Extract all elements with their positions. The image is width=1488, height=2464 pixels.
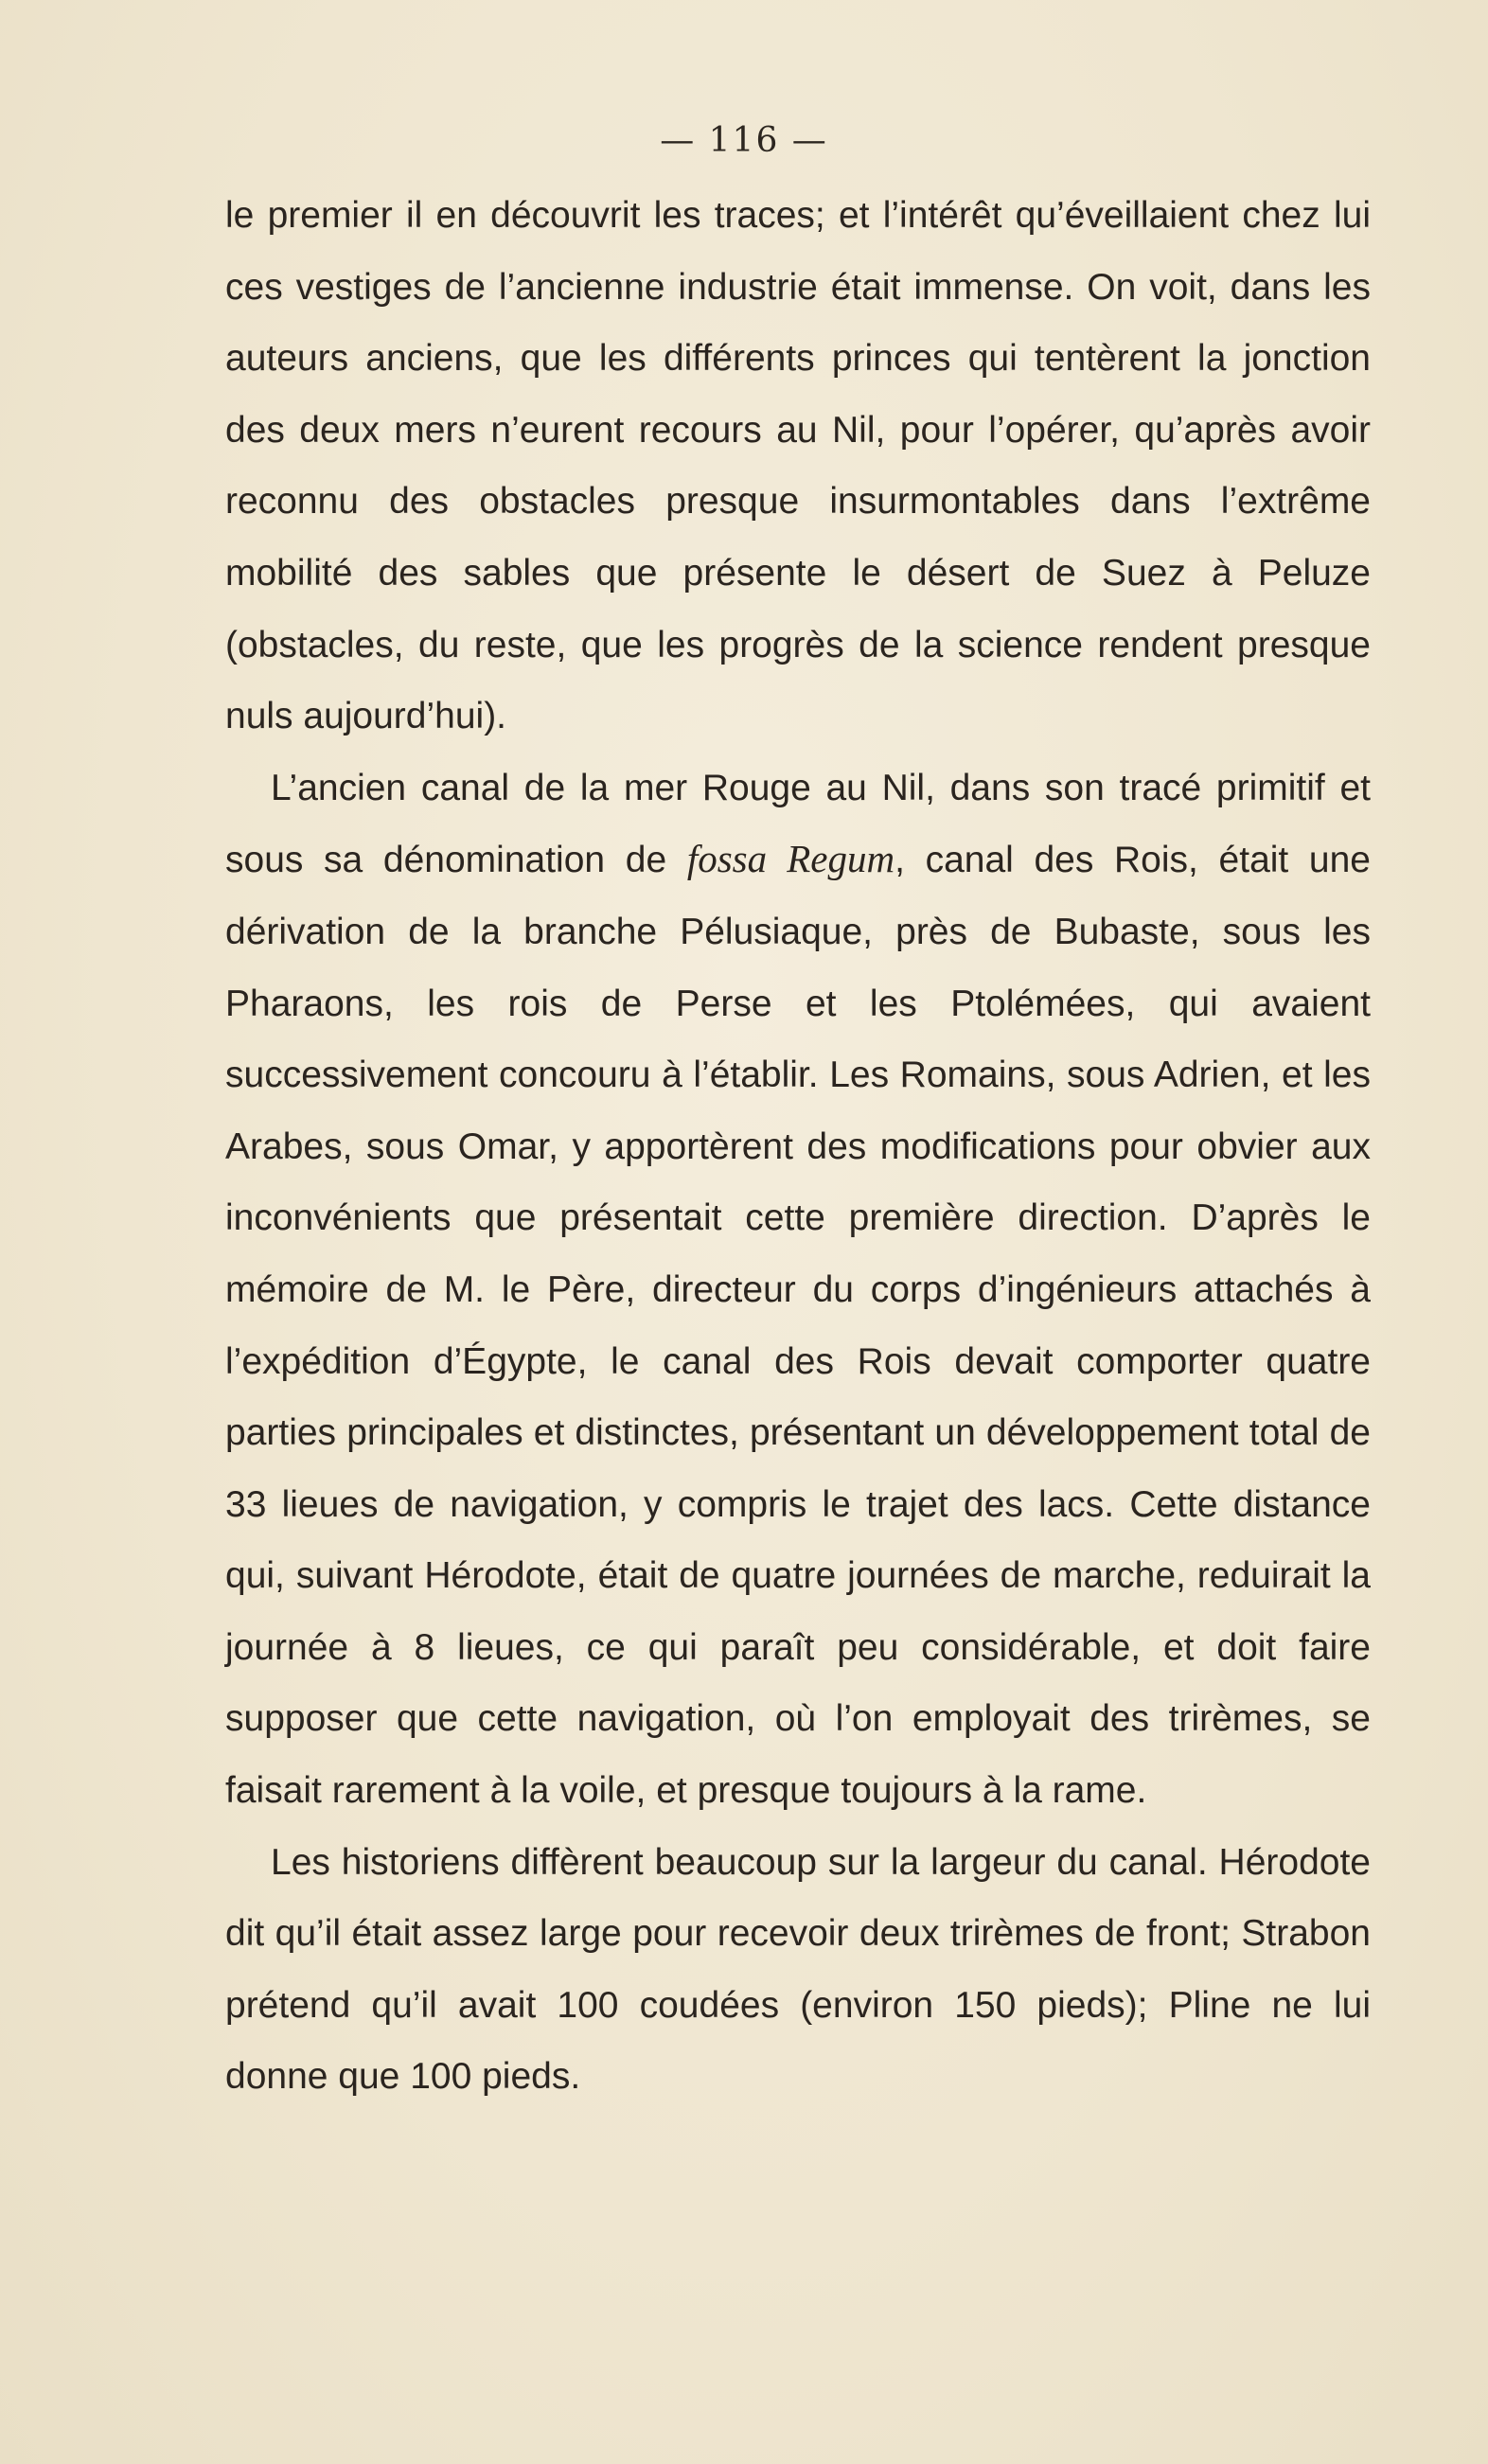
italic-term-fossa-regum: fossa Regum [686,837,895,881]
paragraph-historiens: Les historiens diffèrent beaucoup sur la largeur du canal. Hérodote dit qu’il était assez large pour recevoir deux trirèmes de front; Strabon prétend qu’il avait 100 coudées (environ 150 pieds); Pline ne lui donne que 100 pieds. [225,1841,1371,2098]
paragraph-text-after-italic: , canal des Rois, était une dérivation de la branche Pélusiaque, près de Bubaste, sous les Pharaons, les rois de Perse et les Ptolémées, qui avaient successivement concouru à l’établir. Les Romains, sous Adrien, et les Arabes, sous Omar, y apportèrent des modifications pour obvier aux inconvénients que présentait cette première direction. D’après le mémoire de M. le Père, directeur du corps d’ingénieurs attachés à l’expédition d’Égypte, le canal des Rois devait comporter quatre parties principales et distinctes, présentant un développement total de 33 lieues de navigation, y compris le trajet des lacs. Cette distance qui, suivant Hérodote, était de quatre journées de marche, reduirait la journée à 8 lieues, ce qui paraît peu considérable, et doit faire supposer que cette navigation, où l’on employait des trirèmes, se faisait rarement à la voile, et presque toujours à la rame. [225,840,1372,1812]
paragraph-text-before-italic: L’ancien canal de la mer Rouge au Nil, dans son tracé primitif et sous sa dénomination de [225,767,1371,881]
page-number: — 116 — [660,121,828,160]
paragraph-ancien-canal [225,753,1371,1827]
paragraph-continued: le premier il en découvrit les traces; et l’intérêt qu’éveillaient chez lui ces vestiges de l’ancienne industrie était immense. On voit, dans les auteurs anciens, que les différents princes qui tentèrent la jonction des deux mers n’eurent recours au Nil, pour l’opérer, qu’après avoir reconnu des obstacles presque insurmontables dans l’extrême mobilité des sables que présente le désert de Suez à Peluze (obstacles, du reste, que les progrès de la science rendent presque nuls aujourd’hui). [225,195,1371,737]
body-text [225,180,1371,2113]
